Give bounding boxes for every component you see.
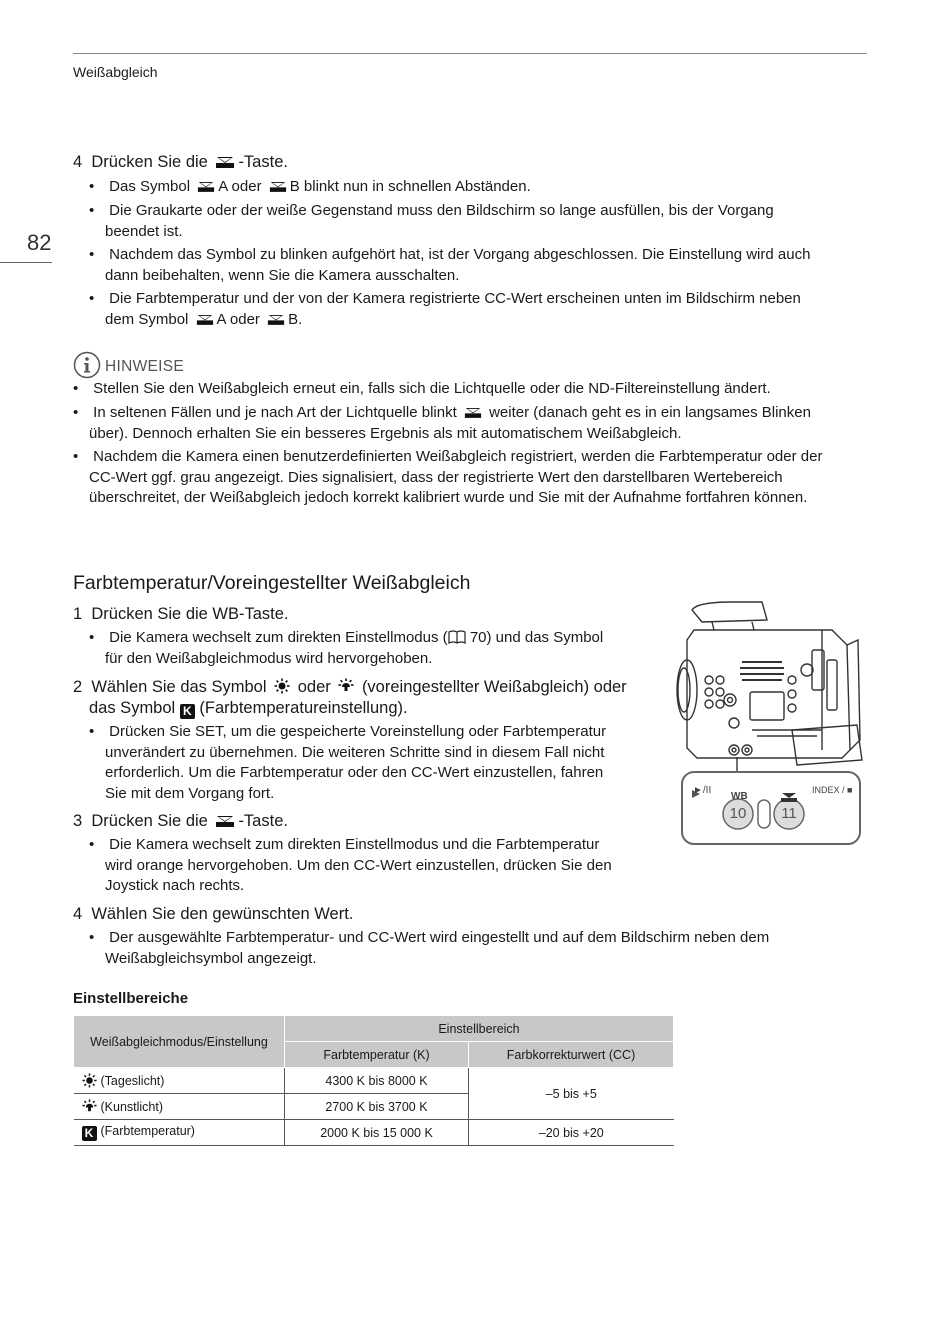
col-header-temp: Farbtemperatur (K) bbox=[285, 1042, 469, 1068]
section-heading: Farbtemperatur/Voreingestellter Weißabgleich bbox=[73, 572, 471, 594]
custom-wb-icon bbox=[197, 180, 215, 193]
kelvin-icon: K bbox=[82, 1126, 97, 1141]
info-icon bbox=[73, 351, 101, 379]
list-item: • Die Farbtemperatur und der von der Kamera registrierte CC-Wert erscheinen unten im Bildschirm neben dem Symbol A oder B. bbox=[89, 289, 885, 330]
list-item: • Das Symbol A oder B blinkt nun in schnellen Abständen. bbox=[89, 177, 885, 198]
page-number: 82 bbox=[27, 230, 52, 255]
camera-illustration bbox=[672, 600, 872, 850]
shared-cc-cell: –5 bis +5 bbox=[469, 1068, 674, 1120]
list-item: • Die Kamera wechselt zum direkten Einstellmodus ( 70) und das Symbol für den Weißabgleichmodus wird hervorgehoben. bbox=[89, 628, 675, 669]
list-item: • Drücken Sie SET, um die gespeicherte Voreinstellung oder Farbtemperatur unverändert zu übernehmen. Die weiteren Schritte sind in diesem Fall nicht erforderlich. Um die Farbtemperatur oder den CC-Wert einzustellen, fahren Sie mit dem Vorgang fort. bbox=[89, 722, 675, 804]
note-item: • Nachdem die Kamera einen benutzerdefinierten Weißabgleich registriert, werden die Farbtemperatur oder der CC-Wert ggf. grau angezeigt. Dies signalisiert, dass der registrierte Wert den darstellbaren Wertebereich überschreitet, der Weißabgleich jedoch korrekt kalibriert wurde und Sie mit der Aufnahme fortfahren können. bbox=[73, 447, 889, 509]
step-3: 3 Drücken Sie die -Taste. bbox=[73, 812, 288, 830]
custom-wb-icon bbox=[215, 814, 235, 828]
table-row: (Tageslicht) 4300 K bis 8000 K –5 bis +5 bbox=[74, 1068, 674, 1094]
daylight-icon bbox=[274, 678, 290, 694]
book-icon bbox=[448, 630, 466, 644]
note-item: • Stellen Sie den Weißabgleich erneut ein, falls sich die Lichtquelle oder die ND-Filtereinstellung ändert. bbox=[73, 379, 889, 400]
table-subhead: Einstellbereiche bbox=[73, 990, 189, 1007]
custom-wb-icon bbox=[267, 313, 285, 326]
tungsten-icon bbox=[82, 1099, 97, 1114]
list-item: • Nachdem das Symbol zu blinken aufgehört hat, ist der Vorgang abgeschlossen. Die Einstellung wird auch dann beibehalten, wenn Sie die Kamera ausschalten. bbox=[89, 245, 885, 286]
button-11: 11 bbox=[781, 805, 797, 822]
index-label: INDEX / ■ bbox=[812, 785, 853, 795]
col-header-cc: Farbkorrekturwert (CC) bbox=[469, 1042, 674, 1068]
step-4: 4 Wählen Sie den gewünschten Wert. bbox=[73, 905, 354, 923]
tungsten-icon bbox=[338, 678, 354, 694]
list-item: • Die Graukarte oder der weiße Gegenstand muss den Bildschirm so lange ausfüllen, bis der Vorgang beendet ist. bbox=[89, 201, 885, 242]
running-header: Weißabgleich bbox=[73, 64, 158, 80]
wb-label: WB bbox=[731, 791, 748, 802]
step-2-continued: das Symbol K (Farbtemperatureinstellung). bbox=[89, 699, 408, 718]
page-number-rule bbox=[0, 262, 52, 263]
custom-wb-icon bbox=[269, 180, 287, 193]
step-1: 1 Drücken Sie die WB-Taste. bbox=[73, 605, 289, 623]
custom-wb-icon bbox=[196, 313, 214, 326]
step-4-custom-wb: 4 Drücken Sie die -Taste. bbox=[73, 153, 288, 171]
list-item: • Der ausgewählte Farbtemperatur- und CC-Wert wird eingestellt und auf dem Bildschirm neben dem Weißabgleichsymbol angezeigt. bbox=[89, 928, 885, 969]
col-header-range: Einstellbereich bbox=[285, 1016, 674, 1042]
header-rule bbox=[73, 53, 867, 54]
step-2: 2 Wählen Sie das Symbol oder (voreingestellter Weißabgleich) oder bbox=[73, 678, 627, 696]
button-10: 10 bbox=[729, 805, 747, 822]
play-pause-label: ►/II bbox=[693, 785, 712, 796]
daylight-icon bbox=[82, 1073, 97, 1088]
notes-heading: HINWEISE bbox=[73, 351, 184, 379]
settings-range-table bbox=[73, 1015, 674, 1146]
kelvin-icon: K bbox=[180, 704, 195, 719]
list-item: • Die Kamera wechselt zum direkten Einstellmodus und die Farbtemperatur wird orange hervorgehoben. Um den CC-Wert einzustellen, drücken Sie den Joystick nach rechts. bbox=[89, 835, 675, 897]
table-row: K (Farbtemperatur) 2000 K bis 15 000 K –20 bis +20 bbox=[74, 1120, 674, 1146]
note-item: • In seltenen Fällen und je nach Art der Lichtquelle blinkt weiter (danach geht es in ein langsames Blinken über). Dennoch erhalten Sie ein besseres Ergebnis als mit automatischem Weißabgleich. bbox=[73, 403, 889, 444]
custom-wb-icon bbox=[215, 155, 235, 169]
custom-wb-icon bbox=[464, 406, 482, 419]
table-row: (Kunstlicht) 2700 K bis 3700 K bbox=[74, 1094, 674, 1120]
col-header-mode: Weißabgleichmodus/Einstellung bbox=[74, 1016, 285, 1068]
